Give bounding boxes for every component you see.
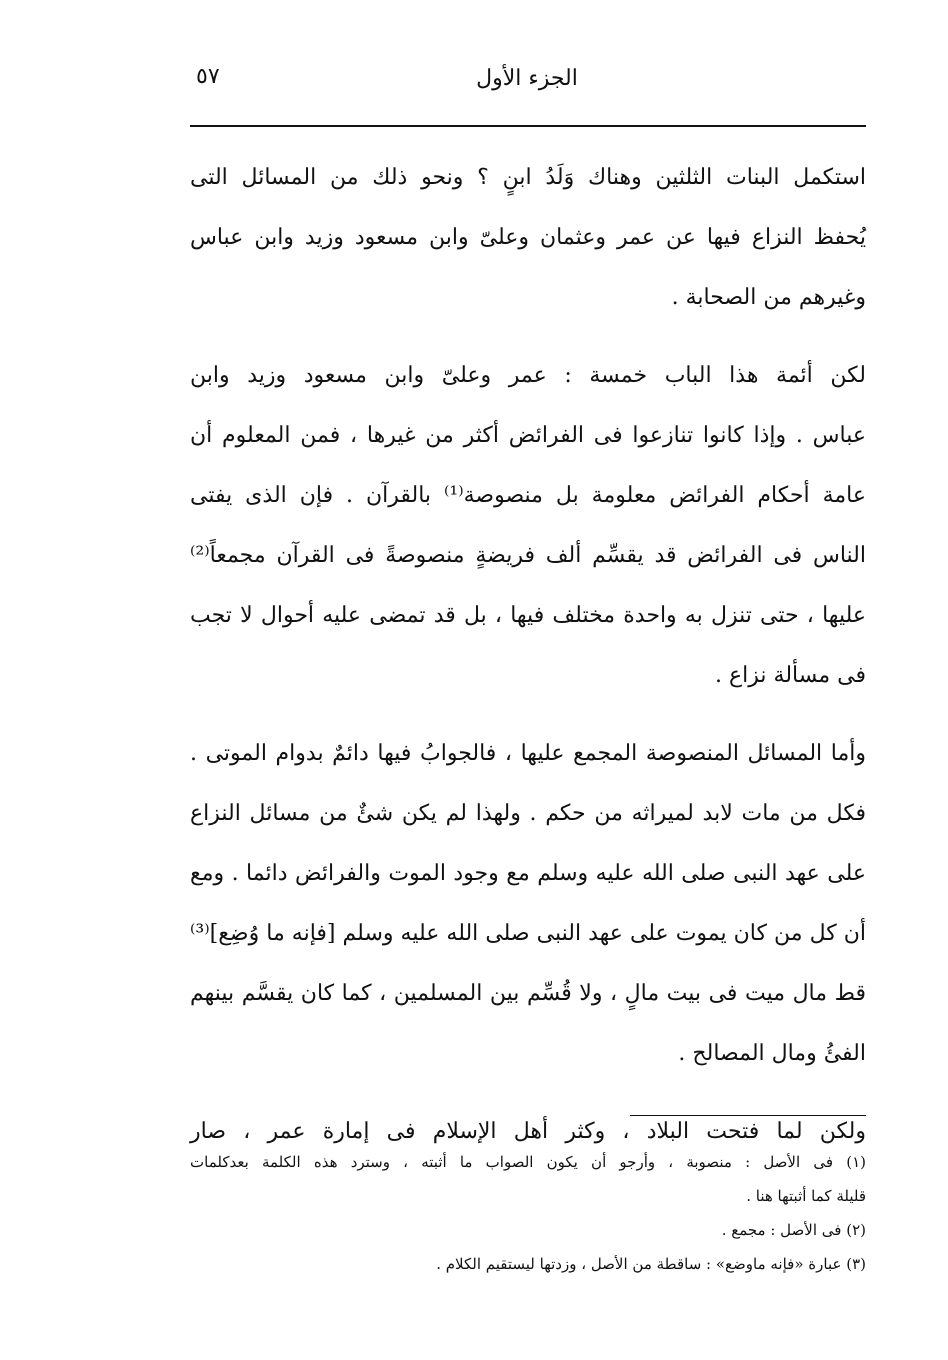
footnotes: [190, 1145, 866, 1281]
footnote-3: [190, 1247, 866, 1281]
footnote-line: (٢) فى الأصل : مجمع .: [721, 1221, 866, 1239]
text-line: عليها ، حتى تنزل به واحدة مختلف فيها ، بل قد تمضى عليه أحوال لا تجب: [190, 603, 866, 628]
text-line: عامة أحكام الفرائض معلومة بل منصوصة⁽¹⁾ بالقرآن . فإن الذى يفتى: [190, 483, 866, 508]
text-line: وغيرهم من الصحابة .: [671, 285, 866, 310]
text-line: وأما المسائل المنصوصة المجمع عليها ، فالجوابُ فيها دائمٌ بدوام الموتى .: [190, 741, 866, 766]
footnote-line: (١) فى الأصل : منصوبة ، وأرجو أن يكون الصواب ما أثبته ، وسترد هذه الكلمة بعدكلمات: [190, 1153, 866, 1171]
footnote-1: [190, 1145, 866, 1213]
page-header: [190, 62, 864, 102]
text-line: قط مال ميت فى بيت مالٍ ، ولا قُسِّم بين المسلمين ، كما كان يقسَّم بينهم: [190, 981, 866, 1006]
text-line: لكن أئمة هذا الباب خمسة : عمر وعلىّ وابن مسعود وزيد وابن: [190, 363, 866, 388]
footnote-line: (٣) عبارة «فإنه ماوضع» : ساقطة من الأصل ، وزدتها ليستقيم الكلام .: [436, 1255, 866, 1273]
footnote-line: قليلة كما أثبتها هنا .: [746, 1187, 866, 1205]
header-rule: [190, 125, 866, 127]
paragraph-1: [190, 148, 866, 328]
footnote-2: [190, 1213, 866, 1247]
text-line: على عهد النبى صلى الله عليه وسلم مع وجود الموت والفرائض دائما . ومع: [190, 861, 866, 886]
page-number: ٥٧: [196, 64, 220, 89]
text-line: أن كل من كان يموت على عهد النبى صلى الله عليه وسلم [فإنه ما وُضِع]⁽³⁾: [190, 921, 866, 946]
text-line: استكمل البنات الثلثين وهناك وَلَدُ ابنٍ ؟ ونحو ذلك من المسائل التى: [190, 165, 866, 190]
body-text: [190, 148, 866, 1180]
text-line: الفئُ ومال المصالح .: [678, 1041, 866, 1066]
text-line: يُحفظ النزاع فيها عن عمر وعثمان وعلىّ وابن مسعود وزيد وابن عباس: [190, 225, 866, 250]
text-line: فى مسألة نزاع .: [715, 663, 866, 688]
footnote-rule: [630, 1115, 866, 1116]
text-line: ولكن لما فتحت البلاد ، وكثر أهل الإسلام فى إمارة عمر ، صار: [190, 1119, 866, 1144]
paragraph-3: [190, 724, 866, 1084]
text-line: الناس فى الفرائض قد يقسِّم ألف فريضةٍ منصوصةً فى القرآن مجمعاً⁽²⁾: [190, 543, 866, 568]
page-title: الجزء الأول: [476, 66, 578, 91]
text-line: فكل من مات لابد لميراثه من حكم . ولهذا لم يكن شئٌ من مسائل النزاع: [190, 801, 866, 826]
text-line: عباس . وإذا كانوا تنازعوا فى الفرائض أكثر من غيرها ، فمن المعلوم أن: [190, 423, 866, 448]
paragraph-2: [190, 346, 866, 706]
